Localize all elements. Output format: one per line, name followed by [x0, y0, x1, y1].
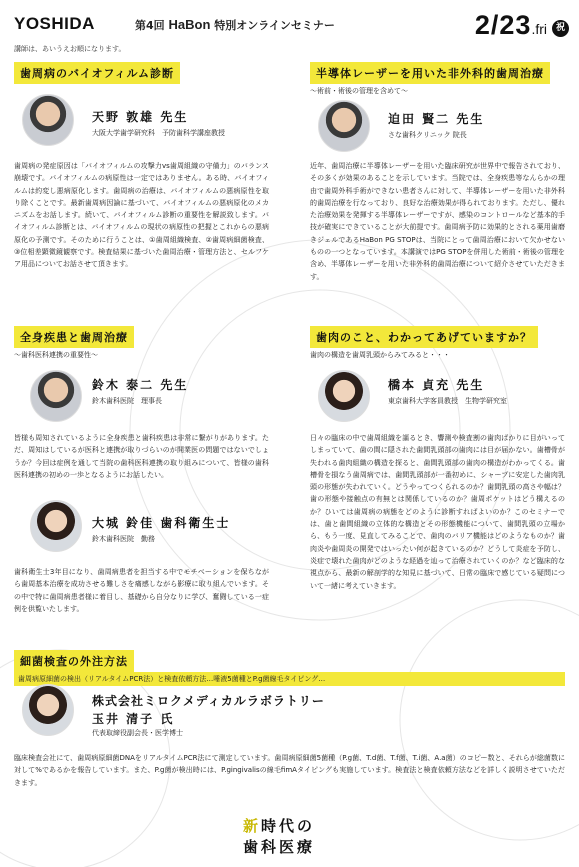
section-subtitle: 歯肉の構造を歯周乳頭からみてみると・・・	[310, 351, 450, 359]
speaker-order-note: 講師は、あいうえお順になります。	[14, 45, 126, 53]
speaker-photo-suzuki	[30, 370, 82, 422]
speaker-photo-oshiro	[30, 500, 82, 552]
footer-line2: 歯科医療	[243, 838, 316, 856]
header	[14, 12, 569, 42]
seminar-brand: HaBon	[168, 17, 211, 32]
section-title: 全身疾患と歯周治療	[14, 326, 134, 348]
speaker-photo-amano	[22, 94, 74, 146]
section-body: 日々の臨床の中で歯周組織を謳るとき、響測や検査割の歯肉ばかりに目がいってしまっていて、歯の間に隠された歯間乳頭部の歯肉には目が届かない。歯槽骨が失われる歯肉組織の構造を探ると、歯間乳頭部の歯肉の構造がわかってくる。歯槽骨を損なう歯周病では、歯間乳頭部が一番初めに、シャープに安定した歯肉乳頭の形態が失われていく。どうやってつくられるのか？歯間乳頭の高さや幅は？歯の形態や接触点の有無とは関係しているのか？歯周ポケットはどう構えるのか？ひいては歯周病の病態をどのように診断すればよいのか？このセミナーでは、歯と歯間組織の立体的な構造とその形態機能について、歯間乳頭の立場から、もう一度、見直してみることで、歯肉のバリア機能はどのようなものか？歯肉炎や歯周炎の開発ではいったい何が起きているのか？どうして炎症を予防し、炎症で壊れた歯肉がどのような経過を辿って治療されていくのか？など臨床的な視点から、最新の解剖学的な知見に基づいて、日常の臨床で感じている疑問について一緒に考えていきます。	[310, 434, 565, 590]
section-gingiva	[310, 326, 538, 360]
speaker-photo-sakoda	[318, 100, 370, 152]
footer-logo	[243, 816, 315, 858]
speaker-photo-hashimoto	[318, 370, 370, 422]
section-subtitle: ～歯科医科連携の重要性～	[14, 351, 98, 359]
speaker-name: 迫田 賢二 先生	[388, 112, 485, 126]
speaker-affiliation: さな歯科クリニック 院長	[388, 131, 467, 139]
day-of-week: .fri	[531, 21, 547, 37]
speaker-name: 天野 敦雄 先生	[92, 110, 189, 124]
speaker-affiliation: 大阪大学歯学研究科 予防歯科学講座教授	[92, 129, 225, 137]
section-body: 臨床検査会社にて、歯周病原細菌DNAをリアルタイムPCR法にて測定しています。歯周病原細菌5菌種（P.g菌、T.d菌、T.f菌、T.i菌、A.a菌）のコピー数と、それらが総菌数に対して%であるかを報告しています。また、P.g菌が検出時には、P.gingivalisの線毛fimAタイピングも実施しています。検査法と検査依頼方法などを詳しく説明させていただきます。	[14, 754, 565, 787]
speaker-photo-tamai	[22, 684, 74, 736]
section-systemic	[14, 326, 134, 360]
speaker-affiliation: 鈴木歯科医院 理事長	[92, 397, 162, 405]
section-bacteria	[14, 650, 565, 686]
section-subtitle: 歯周病原細菌の検出（リアルタイムPCR法）と検査依頼方法…唾液5菌種とP.g菌線毛タイピング…	[14, 672, 565, 686]
section-subtitle: ～術前・術後の管理を含めて～	[310, 87, 408, 95]
section-biofilm	[14, 62, 180, 84]
section-title: 細菌検査の外注方法	[14, 650, 134, 672]
speaker-affiliation: 東京歯科大学客員教授 生物学研究室	[388, 397, 507, 405]
section-title: 歯肉のこと、わかってあげていますか？	[310, 326, 538, 348]
speaker-affiliation: 代表取締役副会長・医学博士	[92, 729, 183, 737]
seminar-name: 特別オンラインセミナー	[214, 19, 335, 32]
footer-line1	[243, 816, 315, 837]
section-body: 歯周病の発症原因は「バイオフィルムの攻撃力vs歯周組織の守備力」のバランス崩壊です。バイオフィルムの病原性は一定ではありません。ある時、バイオフィルムは約変し悪病原化します。歯周病の治療は、バイオフィルムの悪病原性を取り除くことです。最新歯周病因論に基づいて、バイオフィルムの悪病原化のメカニズムをお話します。続いて、バイオフィルム診断の重要性を解説致します。バイオフィルム診断とは、バイオフィルムの現状の病原性の把握とこれからの悪病原化の予測です。そのために行うことは、①歯周組織検査、②歯周病細菌検査、③位相差顕微鏡観察です。検査結果に基づいた歯周治療・管理方法と、セルフケア用品についてお話させて頂きます。	[14, 162, 269, 269]
section-title: 歯周病のバイオフィルム診断	[14, 62, 180, 84]
speaker-affiliation: 鈴木歯科医院 勤務	[92, 535, 155, 543]
holiday-badge: 祝	[552, 20, 569, 37]
date-value: 2/23	[474, 10, 532, 40]
seminar-title	[135, 17, 335, 33]
seminar-number: 第4回	[135, 19, 165, 32]
speaker-name: 橋本 貞充 先生	[388, 378, 485, 392]
speaker-name: 大城 鈴佳 歯科衛生士	[92, 516, 231, 530]
brand-logo: YOSHIDA	[14, 14, 95, 33]
speaker-name: 鈴木 泰二 先生	[92, 378, 189, 392]
section-body: 歯科衛生士3年目になり、歯周病患者を担当する中でモチベーションを保ちながら歯周基本治療を成功させる難しさを痛感しながら影療に取り組んでいます。その中で特に歯周病患者様に着目し、基礎から自分なりに学び、奮闘している一症例を供覧いたします。	[14, 568, 269, 613]
section-body: 近年、歯周治療に半導体レーザーを用いた臨床研究が世界中で報告されており、その多くが効果のあることを示しています。当院では、全身疾患等なんらかの理由で歯周外科手術ができない患者さんに対して、半導体レーザーを用いた非外科的歯周治療を行なっており、良好な治療効果が得られております。ただし、優れた治療効果を発揮する半導体レーザーですが、感染のコントロールなど基本的手技が確実にできていることが大前提です。歯周病予防に効果的とされる薬用歯磨きジェルであるHaBon PG STOPは、当院にとって歯周治療において欠かせないものの一つとなっています。本講演ではPG STOPを併用した術前・術後の管理を含め、半導体レーザーを用いた非外科的歯周治療について紹介させていただきます。	[310, 162, 565, 281]
section-title: 半導体レーザーを用いた非外科的歯周治療	[310, 62, 550, 84]
footer-line1-rest: 時代の	[261, 817, 316, 835]
speaker-name: 玉井 清子 氏	[92, 712, 175, 726]
company-name: 株式会社ミロクメディカルラボラトリー	[92, 694, 325, 708]
section-body: 皆様も周知されているように全身疾患と歯科疾患は非常に繋がりがあります。ただ、周知はしているが医科と連携が取りづらいのが開業医の問題ではないでしょうか？今回は症例を通して当院の歯科医科連携の取り組みについて、皆様の歯科医科連携の初めの一歩となるようにお話したい。	[14, 434, 269, 479]
footer-accent: 新	[243, 817, 262, 835]
event-date	[475, 10, 547, 41]
section-laser	[310, 62, 550, 96]
